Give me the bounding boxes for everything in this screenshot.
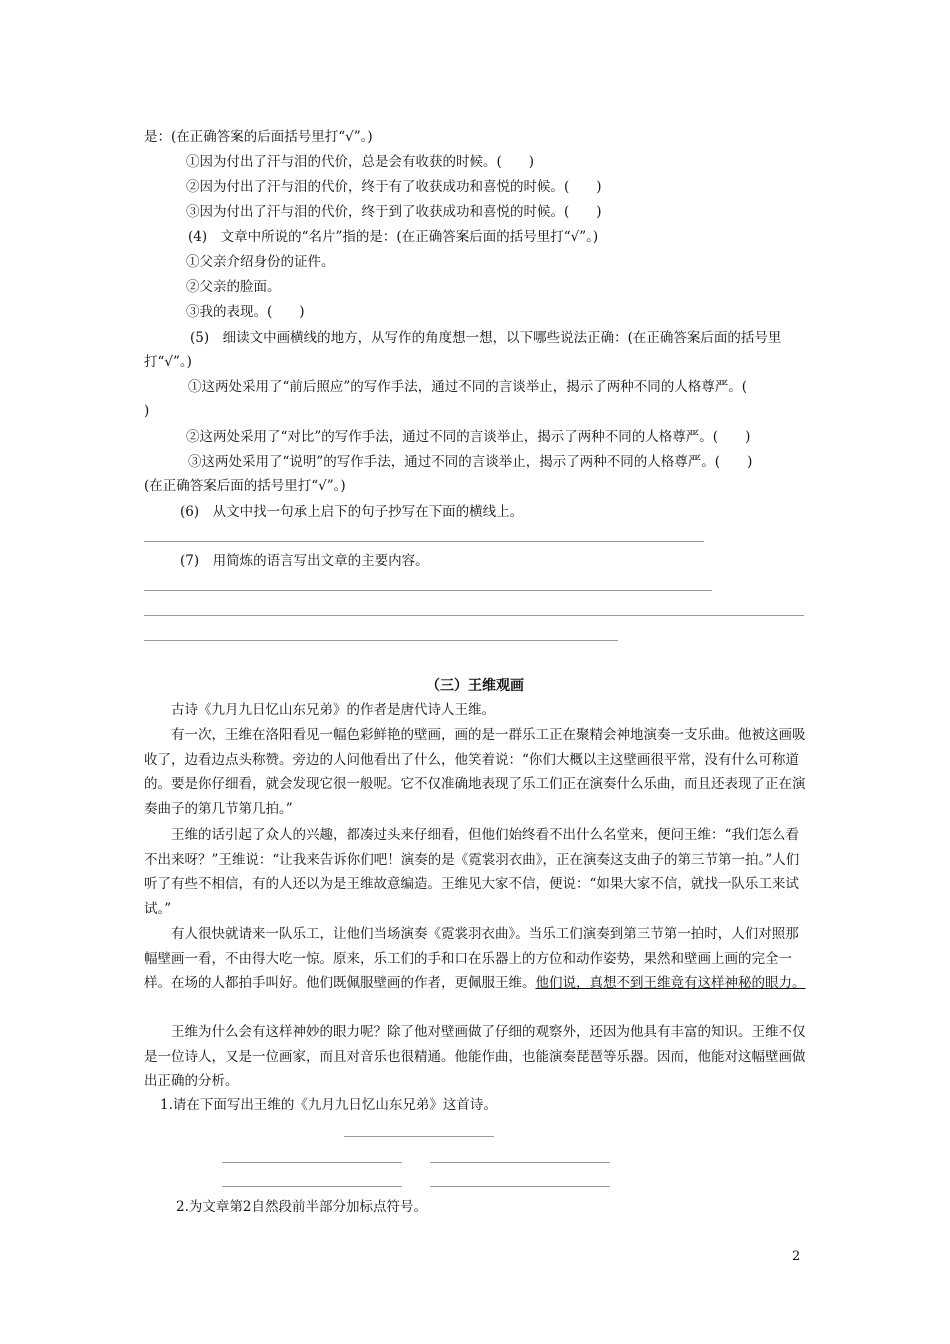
poem-title-blank[interactable] [344,1136,494,1137]
q5-text-line1: (5) 细读文中画横线的地方，从写作的角度想一想，以下哪些说法正确：(在正确答案后面的括号里 [190,330,782,346]
q4-option-2: ②父亲的脸面。 [186,279,281,295]
q5-option-2: ②这两处采用了“对比”的写作手法，通过不同的言谈举止，揭示了两种不同的人格尊严。( ) [186,429,751,445]
page-number: 2 [792,1249,801,1264]
q7-text: (7) 用简炼的语言写出文章的主要内容。 [180,553,429,569]
poem-line-blank[interactable] [222,1186,402,1187]
q4-option-1: ①父亲介绍身份的证件。 [186,254,335,270]
q4-option-3: ③我的表现。( ) [186,304,305,320]
q6-text: (6) 从文中找一句承上启下的句子抄写在下面的横线上。 [180,504,524,520]
section-title: （三）王维观画 [426,678,524,694]
paragraph-text: 有人很快就请来一队乐工，让他们当场演奏《霓裳羽衣曲》。当乐工们演奏到第三节第一拍时，人们对照那幅壁画一看，不由得大吃一惊。原来，乐工们的手和口在乐器上的方位和动作姿势，果然和壁画上画的完全一样。在场的人都拍手叫好。他们既佩服壁画的作者，更佩服王维。 [144,926,799,991]
answer-line[interactable] [144,615,804,616]
answer-line[interactable] [144,640,618,641]
q3-option-2: ②因为付出了汗与泪的代价，终于有了收获成功和喜悦的时候。( ) [186,179,602,195]
paragraph-1 [144,698,810,723]
paragraph-text: 有一次，王维在洛阳看见一幅色彩鲜艳的壁画，画的是一群乐工正在聚精会神地演奏一支乐曲。他被这画吸收了，边看边点头称赞。旁边的人问他看出了什么，他笑着说：“你们大概以主这壁画很平常，没有什么可称道的。要是你仔细看，就会发现它很一般呢。它不仅准确地表现了乐工们正在演奏什么乐曲，而且还表现了正在演奏曲子的第几节第几拍。” [144,727,806,817]
q3-option-3: ③因为付出了汗与泪的代价，终于到了收获成功和喜悦的时候。( ) [186,204,602,220]
q5-option-1-close: ) [144,403,150,419]
answer-line[interactable] [144,590,712,591]
poem-line-blank[interactable] [430,1186,610,1187]
paragraph-3 [144,823,810,921]
paragraph-4 [144,922,810,996]
answer-line[interactable] [144,541,704,542]
paragraph-2 [144,723,810,821]
underlined-sentence: 他们说，真想不到王维竟有这样神秘的眼力。 [535,975,806,991]
paragraph-5 [144,1020,810,1094]
paragraph-text: 王维的话引起了众人的兴趣，都凑过头来仔细看，但他们始终看不出什么名堂来，便问王维：“我们怎么看不出来呀？”王维说：“让我来告诉你们吧！演奏的是《霓裳羽衣曲》，正在演奏这支曲子的第三节第一拍。”人们听了有些不相信，有的人还以为是王维故意编造。王维见大家不信，便说：“如果大家不信，就找一队乐工来试试。” [144,827,800,917]
q4-text: (4) 文章中所说的“名片”指的是：(在正确答案后面的括号里打“√”。) [188,229,599,245]
q3-option-1: ①因为付出了汗与泪的代价，总是会有收获的时候。( ) [186,154,535,170]
paragraph-text: 王维为什么会有这样神妙的眼力呢？除了他对壁画做了仔细的观察外，还因为他具有丰富的知识。王维不仅是一位诗人，又是一位画家，而且对音乐也很精通。他能作曲，也能演奏琵琶等乐器。因而，他能对这幅壁画做出正确的分析。 [144,1024,806,1089]
q5-note: (在正确答案后面的括号里打“√”。) [144,478,346,494]
poem-line-blank[interactable] [222,1162,402,1163]
task-1: 1.请在下面写出王维的《九月九日忆山东兄弟》这首诗。 [160,1097,497,1113]
q5-text-line2: 打“√”。) [144,354,192,370]
task-2: 2.为文章第2自然段前半部分加标点符号。 [176,1199,427,1215]
q5-option-1: ①这两处采用了“前后照应”的写作手法，通过不同的言谈举止，揭示了两种不同的人格尊严。( [188,379,748,395]
q3-instruction: 是：(在正确答案的后面括号里打“√”。) [144,129,373,145]
poem-line-blank[interactable] [430,1162,610,1163]
paragraph-text: 古诗《九月九日忆山东兄弟》的作者是唐代诗人王维。 [171,702,495,718]
q5-option-3: ③这两处采用了“说明”的写作手法，通过不同的言谈举止，揭示了两种不同的人格尊严。( ) [188,454,753,470]
